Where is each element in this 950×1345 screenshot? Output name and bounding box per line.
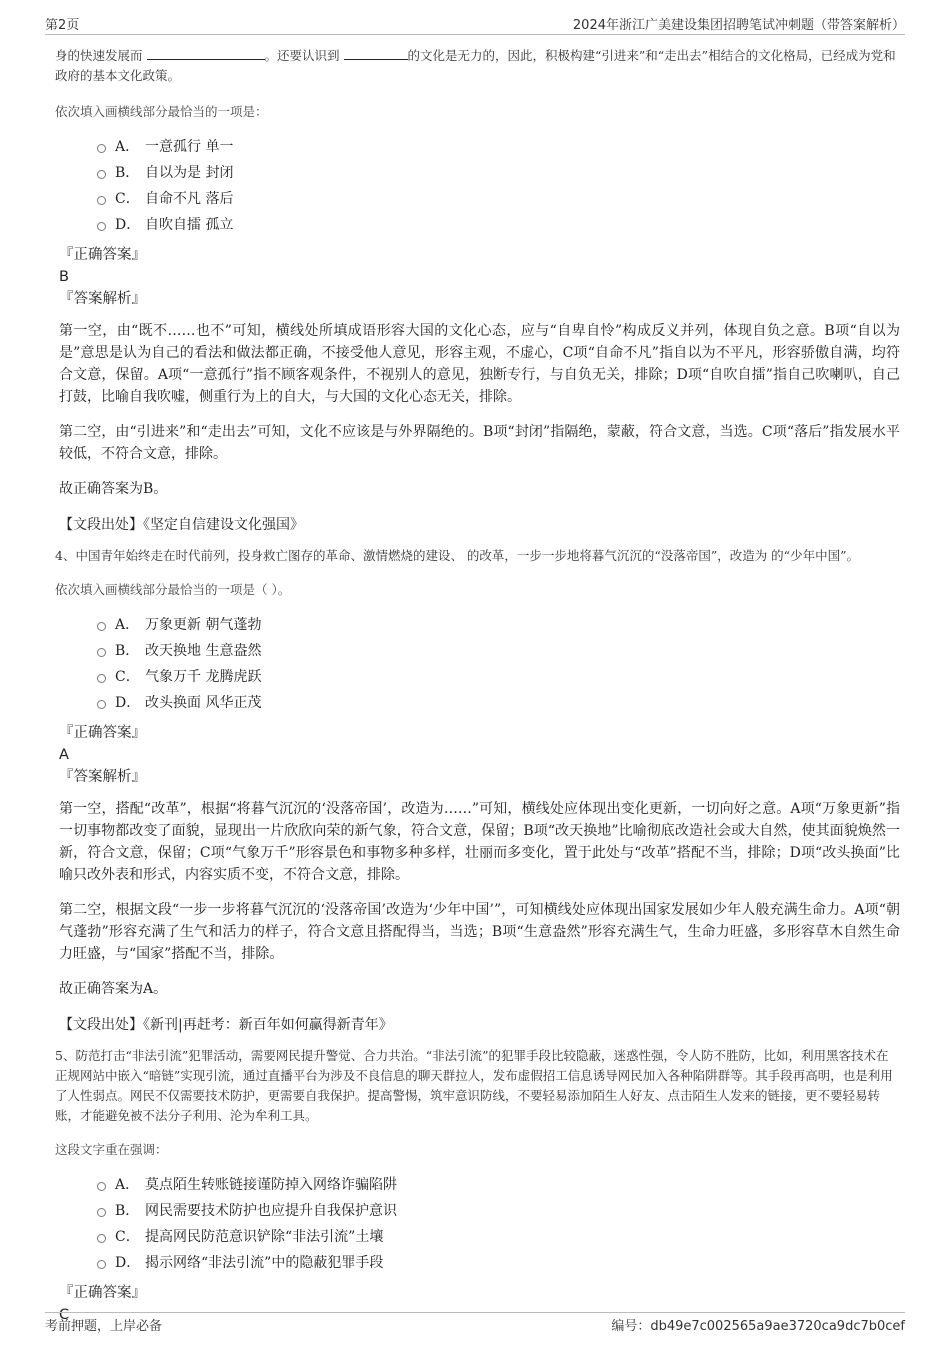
radio-icon[interactable]	[97, 1182, 106, 1191]
q3-options	[55, 134, 900, 238]
q3-option-d[interactable]: D． 自吹自擂 孤立	[55, 212, 900, 238]
radio-icon[interactable]	[97, 196, 106, 205]
q3-answer: B	[59, 269, 69, 285]
q5-options	[55, 1172, 900, 1276]
q5-instruction: 这段文字重在强调：	[55, 1142, 168, 1157]
q4-analysis-3: 故正确答案为A。	[59, 981, 168, 997]
page-number: 第2页	[45, 18, 80, 33]
document-id: 编号：db49e7c002565a9ae3720ca9dc7b0cef	[611, 1319, 905, 1334]
q4-analysis-2: 第二空，根据文段“一步一步将暮气沉沉的‘没落帝国’改造为‘少年中国’”，可知横线处应体现出国家发展如少年人般充满生命力。A项“朝气蓬勃”形容充满了生气和活力的样子，符合文意且搭配得当，当选；B项“生意盎然”形容充满生气，生命力旺盛，多形容草木自然生命力旺盛，与“国家”搭配不当，排除。	[59, 902, 900, 962]
q3-option-c[interactable]: C． 自命不凡 落后	[55, 186, 900, 212]
q4-instruction: 依次填入画横线部分最恰当的一项是（ ）。	[55, 582, 291, 597]
q4-source: 【文段出处】《新刊|再赶考：新百年如何赢得新青年》	[59, 1017, 393, 1033]
radio-icon[interactable]	[97, 674, 106, 683]
q3-analysis-3: 故正确答案为B。	[59, 481, 168, 497]
q3-analysis-1: 第一空，由“既不……也不”可知，横线处所填成语形容大国的文化心态，应与“自卑自怜”构成反义并列，体现自负之意。B项“自以为是”意思是认为自己的看法和做法都正确，不接受他人意见，形容主观，不虚心，C项“自命不凡”指自以为不平凡，形容骄傲自满，均符合文意，保留。A项“一意孤行”指不顾客观条件，不视别人的意见，独断专行，与自负无关，排除；D项“自吹自擂”指自己吹喇叭，自己打鼓，比喻自我吹嘘，侧重行为上的自大，与大国的文化心态无关，排除。	[59, 323, 900, 405]
q3-option-a[interactable]: A． 一意孤行 单一	[55, 134, 900, 160]
q5-answer: C	[59, 1307, 70, 1323]
q3-stem: 身的快速发展而 。还要认识到 的文化是无力的，因此，积极构建“引进来”和“走出去”相结合的文化格局，已经成为党和政府的基本文化政策。	[55, 45, 900, 86]
q5-option-b[interactable]: B． 网民需要技术防护也应提升自我保护意识	[55, 1198, 900, 1224]
radio-icon[interactable]	[97, 1208, 106, 1217]
q4-option-d[interactable]: D． 改头换面 风华正茂	[55, 690, 900, 716]
radio-icon[interactable]	[97, 700, 106, 709]
radio-icon[interactable]	[97, 1260, 106, 1269]
q3-option-b[interactable]: B． 自以为是 封闭	[55, 160, 900, 186]
q5-option-a[interactable]: A． 莫点陌生转账链接谨防掉入网络诈骗陷阱	[55, 1172, 900, 1198]
q5-option-d[interactable]: D． 揭示网络“非法引流”中的隐蔽犯罪手段	[55, 1250, 900, 1276]
radio-icon[interactable]	[97, 648, 106, 657]
document-title: 2024年浙江广美建设集团招聘笔试冲刺题（带答案解析）	[572, 18, 905, 33]
q4-option-b[interactable]: B． 改天换地 生意盎然	[55, 638, 900, 664]
q5-answer-label: 『正确答案』	[59, 1285, 146, 1301]
page-footer	[45, 1312, 905, 1337]
page-header	[45, 14, 905, 35]
q4-option-a[interactable]: A． 万象更新 朝气蓬勃	[55, 612, 900, 638]
q4-analysis-1: 第一空，搭配“改革”，根据“将暮气沉沉的‘没落帝国’，改造为……”可知，横线处应体现出变化更新，一切向好之意。A项“万象更新”指一切事物都改变了面貌，显现出一片欣欣向荣的新气象，符合文意，保留；B项“改天换地”比喻彻底改造社会或大自然，使其面貌焕然一新，符合文意，保留；C项“气象万千”形容景色和事物多种多样，壮丽而多变化，置于此处与“改革”搭配不当，排除；D项“改头换面”比喻只改外表和形式，内容实质不变，不符合文意，排除。	[59, 801, 900, 883]
q4-analysis-label: 『答案解析』	[59, 769, 146, 785]
q3-blank-2	[344, 45, 408, 60]
q3-instruction: 依次填入画横线部分最恰当的一项是：	[55, 104, 268, 119]
radio-icon[interactable]	[97, 170, 106, 179]
q4-option-c[interactable]: C． 气象万千 龙腾虎跃	[55, 664, 900, 690]
q3-answer-label: 『正确答案』	[59, 247, 146, 263]
q3-source: 【文段出处】《坚定自信建设文化强国》	[59, 517, 304, 533]
radio-icon[interactable]	[97, 1234, 106, 1243]
q4-answer: A	[59, 747, 69, 763]
q4-stem: 4、中国青年始终走在时代前列，投身救亡图存的革命、激情燃烧的建设、 的改革，一步一步地将暮气沉沉的“没落帝国”，改造为 的“少年中国”。	[55, 548, 859, 563]
q3-analysis-2: 第二空，由“引进来”和“走出去”可知，文化不应该是与外界隔绝的。B项“封闭”指隔绝，蒙蔽，符合文意，当选。C项“落后”指发展水平较低，不符合文意，排除。	[59, 424, 900, 462]
q5-stem: 5、防范打击“非法引流”犯罪活动，需要网民提升警觉、合力共治。“非法引流”的犯罪手段比较隐蔽，迷惑性强，令人防不胜防，比如，利用黑客技术在正规网站中嵌入“暗链”实现引流，通过直播平台为涉及不良信息的聊天群拉人，发布虚假招工信息诱导网民加入各种陷阱群等。其手段再高明，也是利用了人性弱点。网民不仅需要技术防护，更需要自我保护。提高警惕，筑牢意识防线，不要轻易添加陌生人好友、点击陌生人发来的链接，更不要轻易转账，才能避免被不法分子利用、沦为牟利工具。	[55, 1048, 893, 1123]
q3-blank-1	[147, 45, 265, 60]
q3-analysis-label: 『答案解析』	[59, 291, 146, 307]
q4-options	[55, 612, 900, 716]
radio-icon[interactable]	[97, 144, 106, 153]
page-content	[55, 45, 900, 1326]
radio-icon[interactable]	[97, 622, 106, 631]
radio-icon[interactable]	[97, 222, 106, 231]
q5-option-c[interactable]: C． 提高网民防范意识铲除“非法引流”土壤	[55, 1224, 900, 1250]
q4-answer-label: 『正确答案』	[59, 725, 146, 741]
footer-slogan: 考前押题，上岸必备	[45, 1319, 163, 1334]
